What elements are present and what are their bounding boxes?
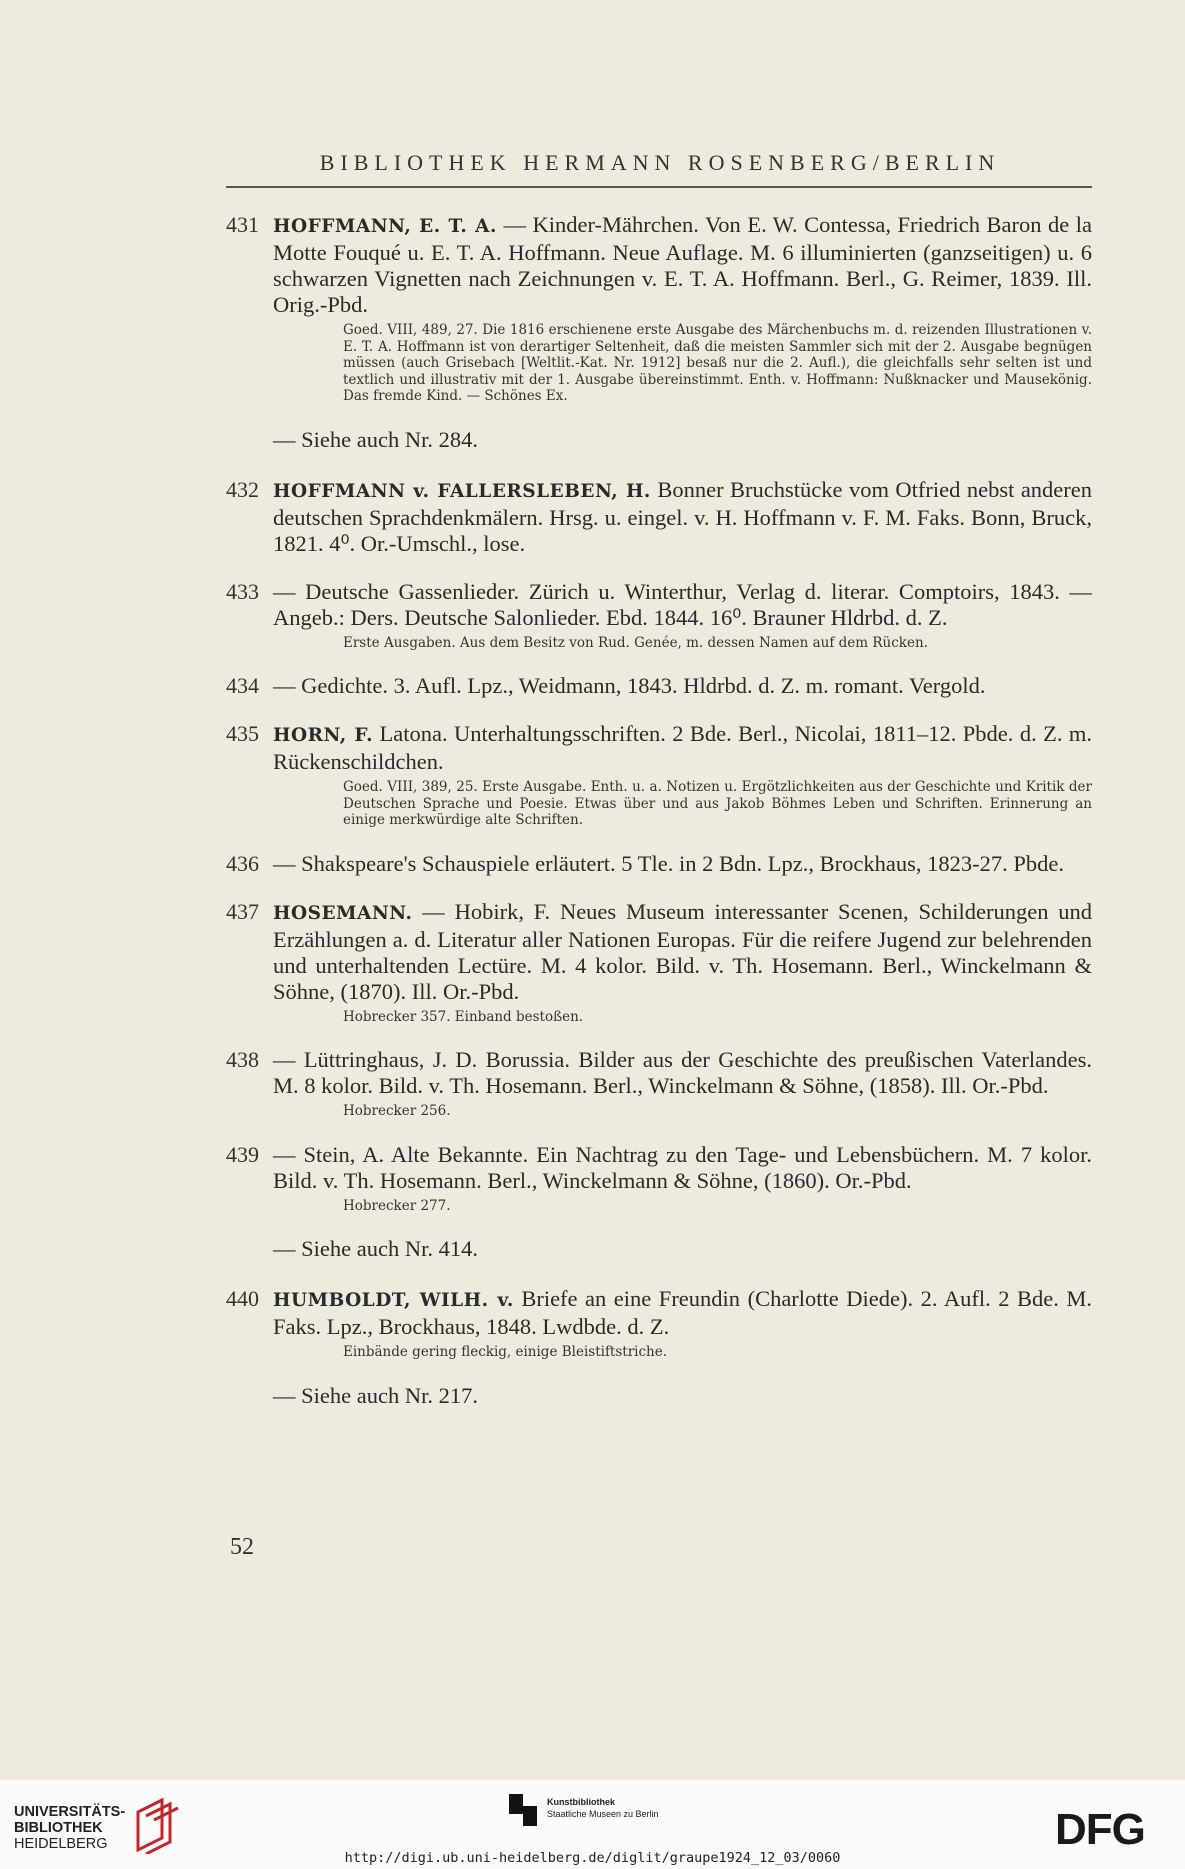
see-also-reference: — Siehe auch Nr. 217. [273, 1382, 478, 1408]
running-head: BIBLIOTHEK HERMANN ROSENBERG/BERLIN [319, 150, 1001, 175]
entry-number: 434 [226, 673, 259, 698]
catalog-entry [226, 477, 1092, 557]
entry-author: HOFFMANN, E. T. A. [273, 216, 497, 237]
entry-note: Hobrecker 277. [343, 1197, 451, 1214]
catalog-entry [226, 899, 1092, 1026]
dfg-logo[interactable] [1055, 1806, 1170, 1850]
entry-number: 439 [226, 1141, 259, 1167]
see-also-reference: — Siehe auch Nr. 414. [273, 1236, 478, 1261]
catalog-entry [226, 1142, 1092, 1215]
entry-text: — Gedichte. 3. Aufl. Lpz., Weidmann, 1843. Hldrbd. d. Z. m. romant. Vergold. [273, 673, 986, 698]
kb-line2: Staatliche Museen zu Berlin [547, 1809, 659, 1819]
entry-text: — Deutsche Gassenlieder. Zürich u. Winterthur, Verlag d. literar. Comptoirs, 1843. — Angeb.: Ders. Deutsche Salonlieder. Ebd. 1844. 16⁰. Brauner Hldrbd. d. Z. [273, 578, 1092, 630]
catalog-entry [226, 579, 1092, 652]
ub-heidelberg-logo[interactable] [14, 1798, 184, 1858]
entry-author: HORN, F. [273, 725, 374, 746]
entry-note: Erste Ausgaben. Aus dem Besitz von Rud. Genée, m. dessen Namen auf dem Rücken. [343, 634, 928, 651]
ub-line1: UNIVERSITÄTS- [14, 1804, 126, 1820]
entry-number: 432 [226, 476, 259, 502]
entry-note: Einbände gering fleckig, einige Bleistiftstriche. [343, 1344, 668, 1360]
kunstbibliothek-emblem-icon [505, 1792, 541, 1828]
entry-author: HOFFMANN v. FALLERSLEBEN, H. [273, 480, 651, 502]
entry-author: HOSEMANN. [273, 902, 413, 924]
entry-number: 436 [226, 850, 259, 876]
entry-text: — Shakspeare's Schauspiele erläutert. 5 Tle. in 2 Bdn. Lpz., Brockhaus, 1823-27. Pbde. [273, 850, 1064, 876]
kb-line1: Kunstbibliothek [547, 1797, 615, 1807]
entry-number: 431 [226, 212, 259, 237]
entry-number: 437 [226, 898, 259, 924]
entry-author: HUMBOLDT, WILH. v. [273, 1290, 514, 1311]
entry-note: Goed. VIII, 489, 27. Die 1816 erschienene erste Ausgabe des Märchenbuchs m. d. reizenden Illustrationen v. E. T. A. Hoffmann ist von derartiger Seltenheit, daß die meisten Sammler sich mit der 2. Ausgabe begnügen müssen (auch Grisebach [Weltlit.-Kat. Nr. 1912] besaß nur die 2. Aufl.), die gleichfalls sehr selten ist und textlich und illustrativ mit der 1. Ausgabe übereinstimmt. Enth. v. Hoffmann: Nußknacker und Mausekönig. Das fremde Kind. — Schönes Ex. [343, 322, 1092, 404]
entry-number: 435 [226, 721, 259, 746]
catalog-entry [226, 673, 1092, 699]
entry-body [273, 721, 1092, 775]
dfg-text: DFG [1055, 1806, 1145, 1850]
entry-body [273, 477, 1092, 557]
entry-text: Latona. Unterhaltungsschriften. 2 Bde. Berl., Nicolai, 1811–12. Pbde. d. Z. m. Rückenschildchen. [273, 721, 1093, 774]
entry-text: Briefe an eine Freundin (Charlotte Diede). 2. Aufl. 2 Bde. M. Faks. Lpz., Brockhaus, 1848. Lwdbde. d. Z. [273, 1286, 1093, 1339]
entry-body [273, 851, 1092, 877]
entry-body [273, 579, 1092, 631]
entry-note: Hobrecker 357. Einband bestoßen. [343, 1008, 584, 1025]
entry-body [273, 899, 1092, 1005]
entry-text: — Hobirk, F. Neues Museum interessanter Scenen, Schilderungen und Erzählungen a. d. Literatur aller Nationen Europas. Für die reifere Jugend zur belehrenden und unterhaltenden Lectüre. M. 4 kolor. Bild. v. Th. Hosemann. Berl., Winckelmann & Söhne, (1870). Ill. Or.-Pbd. [273, 898, 1093, 1004]
entry-body [273, 673, 1092, 699]
catalog-entries [226, 212, 1092, 1433]
page-number: 52 [230, 1534, 254, 1560]
entry-text: — Lüttringhaus, J. D. Borussia. Bilder aus der Geschichte des preußischen Vaterlandes. M. 8 kolor. Bild. v. Th. Hosemann. Berl., Winckelmann & Söhne, (1858). Ill. Or.-Pbd. [273, 1047, 1092, 1098]
catalog-entry [226, 721, 1092, 829]
entry-body [273, 212, 1092, 318]
entry-body [273, 1047, 1092, 1099]
entry-text: — Kinder-Mährchen. Von E. W. Contessa, Friedrich Baron de la Motte Fouqué u. E. T. A. Hoffmann. Neue Auflage. M. 6 illuminierten (ganzseitigen) u. 6 schwarzen Vignetten nach Zeichnungen v. E. T. A. Hoffmann. Berl., G. Reimer, 1839. Ill. Orig.-Pbd. [273, 212, 1092, 317]
entry-number: 438 [226, 1047, 259, 1072]
kunstbibliothek-logo[interactable] [505, 1792, 705, 1832]
permalink-url[interactable]: http://digi.ub.uni-heidelberg.de/diglit/graupe1924_12_03/0060 [344, 1850, 841, 1866]
ub-emblem-icon [132, 1798, 180, 1854]
ub-line3: HEIDELBERG [14, 1836, 108, 1852]
entry-note: Goed. VIII, 389, 25. Erste Ausgabe. Enth. u. a. Notizen u. Ergötzlichkeiten aus der Geschichte und Kritik der Deutschen Sprache und Poesie. Etwas über und aus Jakob Böhmes Leben und Schriften. Erinnerung an einige merkwürdige alte Schriften. [343, 779, 1092, 828]
catalog-entry [226, 1047, 1092, 1120]
entry-body [273, 1142, 1092, 1194]
entry-text: — Stein, A. Alte Bekannte. Ein Nachtrag zu den Tage- und Lebensbüchern. M. 7 kolor. Bild. v. Th. Hosemann. Berl., Winckelmann & Söhne, (1860). Or.-Pbd. [273, 1141, 1092, 1193]
entry-number: 433 [226, 578, 259, 604]
entry-note: Hobrecker 256. [343, 1103, 451, 1119]
entry-body [273, 1286, 1092, 1340]
see-also-reference: — Siehe auch Nr. 284. [273, 426, 478, 452]
entry-text: Bonner Bruchstücke vom Otfried nebst anderen deutschen Sprachdenkmälern. Hrsg. u. eingel. v. H. Hoffmann v. F. M. Faks. Bonn, Bruck, 1821. 4⁰. Or.-Umschl., lose. [273, 476, 1093, 556]
catalog-entry [226, 212, 1092, 405]
catalog-entry [226, 1286, 1092, 1361]
ub-line2: BIBLIOTHEK [14, 1820, 103, 1836]
catalog-entry [226, 851, 1092, 877]
entry-number: 440 [226, 1286, 259, 1311]
viewer-footer [0, 1780, 1185, 1869]
header-rule [226, 186, 1092, 188]
